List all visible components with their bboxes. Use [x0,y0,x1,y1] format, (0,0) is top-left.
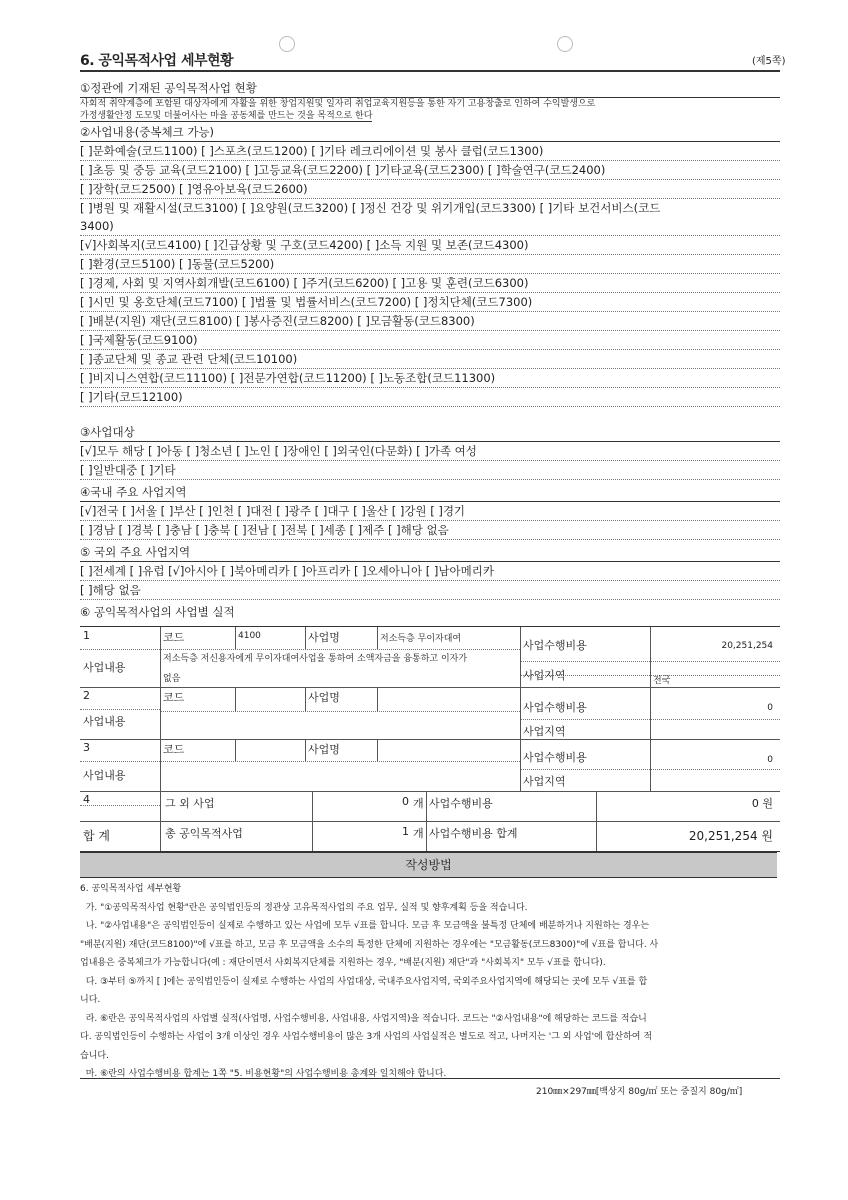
content-label: 사업내용 [83,661,126,674]
instruction-line: 다. ③부터 ⑤까지 [ ]에는 공익법인등이 실제로 수행하는 사업의 사업대상, 국내주요사업지역, 국외주요사업지역에 해당되는 곳에 모두 √표를 합 [80,976,648,987]
business-row[interactable]: 3400) [80,217,780,236]
business-row[interactable]: [ ]문화예술(코드1100) [ ]스포츠(코드1200) [ ]기타 레크리에이션 및 봉사 클럽(코드1300) [80,142,780,161]
paper-spec: 210㎜×297㎜[백상지 80g/㎡ 또는 중질지 80g/㎡] [536,1087,743,1097]
business-row[interactable]: [ ]장학(코드2500) [ ]영유아보육(코드2600) [80,180,780,199]
section-1-heading: ①정관에 기재된 공익목적사업 현황 [80,80,780,98]
biz-3-cost[interactable]: 0 [767,755,773,765]
code-label: 코드 [163,691,185,704]
other-cost-label: 사업수행비용 [429,797,493,810]
total-label: 합 계 [83,829,110,843]
domestic-region-row[interactable]: [ ]경남 [ ]경북 [ ]충남 [ ]충북 [ ]전남 [ ]전북 [ ]세종 [ ]제주 [ ]해당 없음 [80,521,780,540]
business-row[interactable]: [ ]국제활동(코드9100) [80,331,780,350]
total-count-unit: 개 [413,827,424,840]
instruction-line: 라. ⑥란은 공익목적사업의 사업별 실적(사업명, 사업수행비용, 사업내용, 사업지역)을 적습니다. 코드는 "②사업내용"에 해당하는 코드를 적습니 [80,1013,647,1024]
punch-hole [279,36,295,52]
biz-2-no: 2 [83,689,90,702]
business-row[interactable]: [ ]비지니스연합(코드11100) [ ]전문가연합(코드11200) [ ]노동조합(코드11300) [80,369,780,388]
biz-3-no: 3 [83,741,90,754]
other-count[interactable]: 0 [402,795,409,808]
section-6-heading: ⑥ 공익목적사업의 사업별 실적 [80,605,235,619]
region-label: 사업지역 [523,669,566,682]
instruction-line: 다. 공익법인등이 수행하는 사업이 3개 이상인 경우 사업수행비용이 많은 3개 사업의 사업실적은 별도로 적고, 나머지는 '그 외 사업'에 합산하여 적 [80,1032,653,1042]
biz-3-code[interactable] [235,741,305,745]
page-title: 6. 공익목적사업 세부현황 [80,53,234,69]
section-4 [80,484,780,540]
name-label: 사업명 [308,743,340,756]
name-label: 사업명 [308,631,340,644]
total-cost-label: 사업수행비용 합계 [429,827,518,840]
business-row[interactable]: [√]사회복지(코드4100) [ ]긴급상황 및 구호(코드4200) [ ]소득 지원 및 보존(코드4300) [80,236,780,255]
business-row[interactable]: [ ]종교단체 및 종교 관련 단체(코드10100) [80,350,780,369]
instruction-line: "배분(지원) 재단(코드8100)"에 √표를 하고, 모금 후 모금액을 소수의 특정한 단체에 지원하는 경우에는 "모금활동(코드8300)"에 √표를 합니다. 사 [80,939,659,950]
code-label: 코드 [163,631,185,644]
business-row[interactable]: [ ]경제, 사회 및 지역사회개발(코드6100) [ ]주거(코드6200) [ ]고용 및 훈련(코드6300) [80,274,780,293]
total-sub-label: 총 공익목적사업 [165,827,243,840]
biz-1-content-cont[interactable]: 없음 [163,674,181,684]
biz-1-region[interactable]: 전국 [653,676,671,686]
instruction-line: 습니다. [80,1050,109,1061]
performance-table [80,626,780,853]
cost-label: 사업수행비용 [523,639,587,652]
total-cost[interactable]: 20,251,254 원 [688,829,773,843]
biz-1-code[interactable]: 4100 [238,631,261,641]
instructions [80,880,780,1084]
section-6 [80,604,780,620]
section-1 [80,80,780,122]
other-count-unit: 개 [413,797,424,810]
biz-2-name[interactable] [377,689,520,693]
page-number: (제5쪽) [752,56,786,67]
content-label: 사업내용 [83,715,126,728]
business-row[interactable]: [ ]기타(코드12100) [80,388,780,407]
section-1-line1: 사회적 취약계층에 포함된 대상자에게 자활을 위한 창업지원및 일자리 취업교육지원등을 통한 자기 고용창출로 인하여 수익발생으로 [80,99,596,109]
target-row[interactable]: [ ]일반대중 [ ]기타 [80,461,780,480]
other-label: 그 외 사업 [165,797,215,810]
section-5-heading: ⑤ 국외 주요 사업지역 [80,544,780,562]
biz-3-content[interactable] [160,767,520,771]
cost-label: 사업수행비용 [523,751,587,764]
biz-2-content[interactable] [160,715,520,719]
biz-2-code[interactable] [235,689,305,693]
instruction-line: 가. "①공익목적사업 현황"란은 공익법인등의 정관상 고유목적사업의 주요 업무, 실적 및 향후계획 등을 적습니다. [80,902,528,913]
title-rule [80,70,780,72]
instruction-line: 6. 공익목적사업 세부현황 [80,884,182,894]
target-row[interactable]: [√]모두 해당 [ ]아동 [ ]청소년 [ ]노인 [ ]장애인 [ ]외국인(다문화) [ ]가족 여성 [80,442,780,461]
instruction-line: 업내용은 중복체크가 가능합니다(예 : 재단이면서 사회복지단체를 지원하는 경우, "배분(지원) 재단"과 "사회복지" 모두 √표를 합니다). [80,958,606,968]
instruction-line: 나. "②사업내용"은 공익법인등이 실제로 수행하고 있는 사업에 모두 √표를 합니다. 모금 후 모금액을 불특정 단체에 배분하거나 지원하는 경우는 [80,921,650,931]
section-4-heading: ④국내 주요 사업지역 [80,484,780,502]
cost-label: 사업수행비용 [523,701,587,714]
footer-rule [80,1078,780,1079]
section-3-heading: ③사업대상 [80,424,780,442]
biz-3-region[interactable] [650,773,780,777]
business-row[interactable]: [ ]시민 및 옹호단체(코드7100) [ ]법률 및 법률서비스(코드7200) [ ]정치단체(코드7300) [80,293,780,312]
overseas-region-row[interactable]: [ ]해당 없음 [80,581,780,600]
instructions-title: 작성방법 [80,852,777,878]
biz-1-cost[interactable]: 20,251,254 [721,641,773,651]
biz-1-content[interactable]: 저소득층 저신용자에게 무이자대여사업을 통하여 소액자금을 융통하고 이자가 [163,654,468,664]
region-label: 사업지역 [523,725,566,738]
biz-1-no: 1 [83,629,90,642]
section-2-heading: ②사업내용(중복체크 가능) [80,124,780,142]
code-label: 코드 [163,743,185,756]
business-row[interactable]: [ ]환경(코드5100) [ ]동물(코드5200) [80,255,780,274]
name-label: 사업명 [308,691,340,704]
punch-hole [557,36,573,52]
domestic-region-row[interactable]: [√]전국 [ ]서울 [ ]부산 [ ]인천 [ ]대전 [ ]광주 [ ]대구 [ ]울산 [ ]강원 [ ]경기 [80,502,780,521]
section-5 [80,544,780,600]
section-2 [80,124,780,407]
business-row[interactable]: [ ]배분(지원) 재단(코드8100) [ ]봉사증진(코드8200) [ ]모금활동(코드8300) [80,312,780,331]
section-3 [80,424,780,480]
biz-1-name[interactable]: 저소득층 무이자대여 [380,634,462,644]
instruction-line: 마. ⑥란의 사업수행비용 합계는 1쪽 "5. 비용현황"의 사업수행비용 총계와 일치해야 합니다. [80,1069,447,1079]
biz-3-name[interactable] [377,741,520,745]
section-1-line2: 가정생활안정 도모및 더불어사는 마을 공동체를 만드는 것을 목적으로 한다 [80,111,373,121]
business-row[interactable]: [ ]병원 및 재활시설(코드3100) [ ]요양원(코드3200) [ ]정신 건강 및 위기개입(코드3300) [ ]기타 보건서비스(코드 [80,201,661,215]
region-label: 사업지역 [523,775,566,788]
other-no: 4 [83,793,90,806]
business-row[interactable]: [ ]초등 및 중등 교육(코드2100) [ ]고등교육(코드2200) [ ]기타교육(코드2300) [ ]학술연구(코드2400) [80,161,780,180]
total-count[interactable]: 1 [402,825,409,838]
biz-2-region[interactable] [650,723,780,727]
instruction-line: 니다. [80,995,101,1005]
biz-2-cost[interactable]: 0 [767,703,773,713]
other-cost[interactable]: 0 원 [751,797,773,810]
overseas-region-row[interactable]: [ ]전세계 [ ]유럽 [√]아시아 [ ]북아메리카 [ ]아프리카 [ ]오세아니아 [ ]남아메리카 [80,562,780,581]
content-label: 사업내용 [83,769,126,782]
